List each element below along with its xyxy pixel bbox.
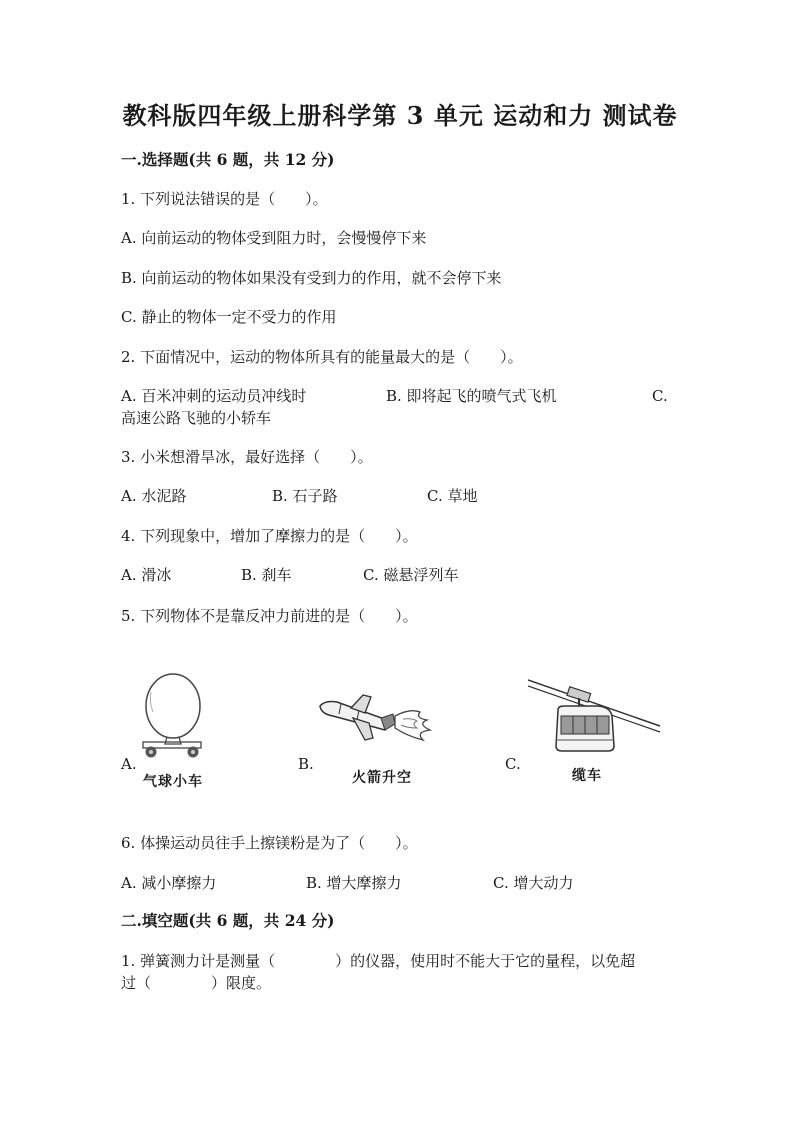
question-2-option-c-text: 高速公路飞驰的小轿车 <box>121 409 272 427</box>
question-6-option-c: C. 增大动力 <box>493 874 574 892</box>
question-4-option-b: B. 刹车 <box>241 566 292 584</box>
fill-question-1-line2: 过（ ）限度。 <box>121 974 272 992</box>
question-2-option-a: A. 百米冲刺的运动员冲线时 <box>121 387 307 405</box>
question-4-option-c: C. 磁悬浮列车 <box>363 566 459 584</box>
question-5-option-c: C. <box>505 755 521 773</box>
question-2-option-b: B. 即将起飞的喷气式飞机 <box>386 387 557 405</box>
question-5-option-a: A. <box>121 755 137 773</box>
balloon-car-illustration <box>135 668 210 763</box>
rocket-caption: 火箭升空 <box>352 770 412 786</box>
question-4-stem: 4. 下列现象中，增加了摩擦力的是（ ）。 <box>121 527 418 545</box>
question-6-stem: 6. 体操运动员往手上擦镁粉是为了（ ）。 <box>121 834 418 852</box>
rocket-illustration <box>315 690 455 752</box>
question-2-option-c: C. <box>652 387 668 405</box>
question-6-option-b: B. 增大摩擦力 <box>306 874 402 892</box>
question-3-stem: 3. 小米想滑旱冰，最好选择（ ）。 <box>121 448 373 466</box>
question-2-stem: 2. 下面情况中，运动的物体所具有的能量最大的是（ ）。 <box>121 348 523 366</box>
question-3-option-b: B. 石子路 <box>272 487 338 505</box>
cable-car-illustration <box>528 676 662 758</box>
fill-question-1-line1: 1. 弹簧测力计是测量（ ）的仪器，使用时不能大于它的量程，以免超 <box>121 952 636 970</box>
question-5-option-b: B. <box>298 755 314 773</box>
section-heading-fill-blank: 二.填空题(共 6 题，共 24 分) <box>121 911 335 930</box>
balloon-car-caption: 气球小车 <box>143 774 203 790</box>
question-1-option-c: C. 静止的物体一定不受力的作用 <box>121 308 337 326</box>
question-3-option-a: A. 水泥路 <box>121 487 187 505</box>
question-4-option-a: A. 滑冰 <box>121 566 172 584</box>
question-1-stem: 1. 下列说法错误的是（ ）。 <box>121 190 328 208</box>
cable-car-caption: 缆车 <box>572 768 602 784</box>
question-1-option-b: B. 向前运动的物体如果没有受到力的作用，就不会停下来 <box>121 269 502 287</box>
question-6-option-a: A. 减小摩擦力 <box>121 874 217 892</box>
page-title: 教科版四年级上册科学第 3 单元 运动和力 测试卷 <box>122 101 678 130</box>
section-heading-choice: 一.选择题(共 6 题，共 12 分) <box>121 150 335 169</box>
question-3-option-c: C. 草地 <box>427 487 478 505</box>
question-5-stem: 5. 下列物体不是靠反冲力前进的是（ ）。 <box>121 607 418 625</box>
question-1-option-a: A. 向前运动的物体受到阻力时，会慢慢停下来 <box>121 229 427 247</box>
